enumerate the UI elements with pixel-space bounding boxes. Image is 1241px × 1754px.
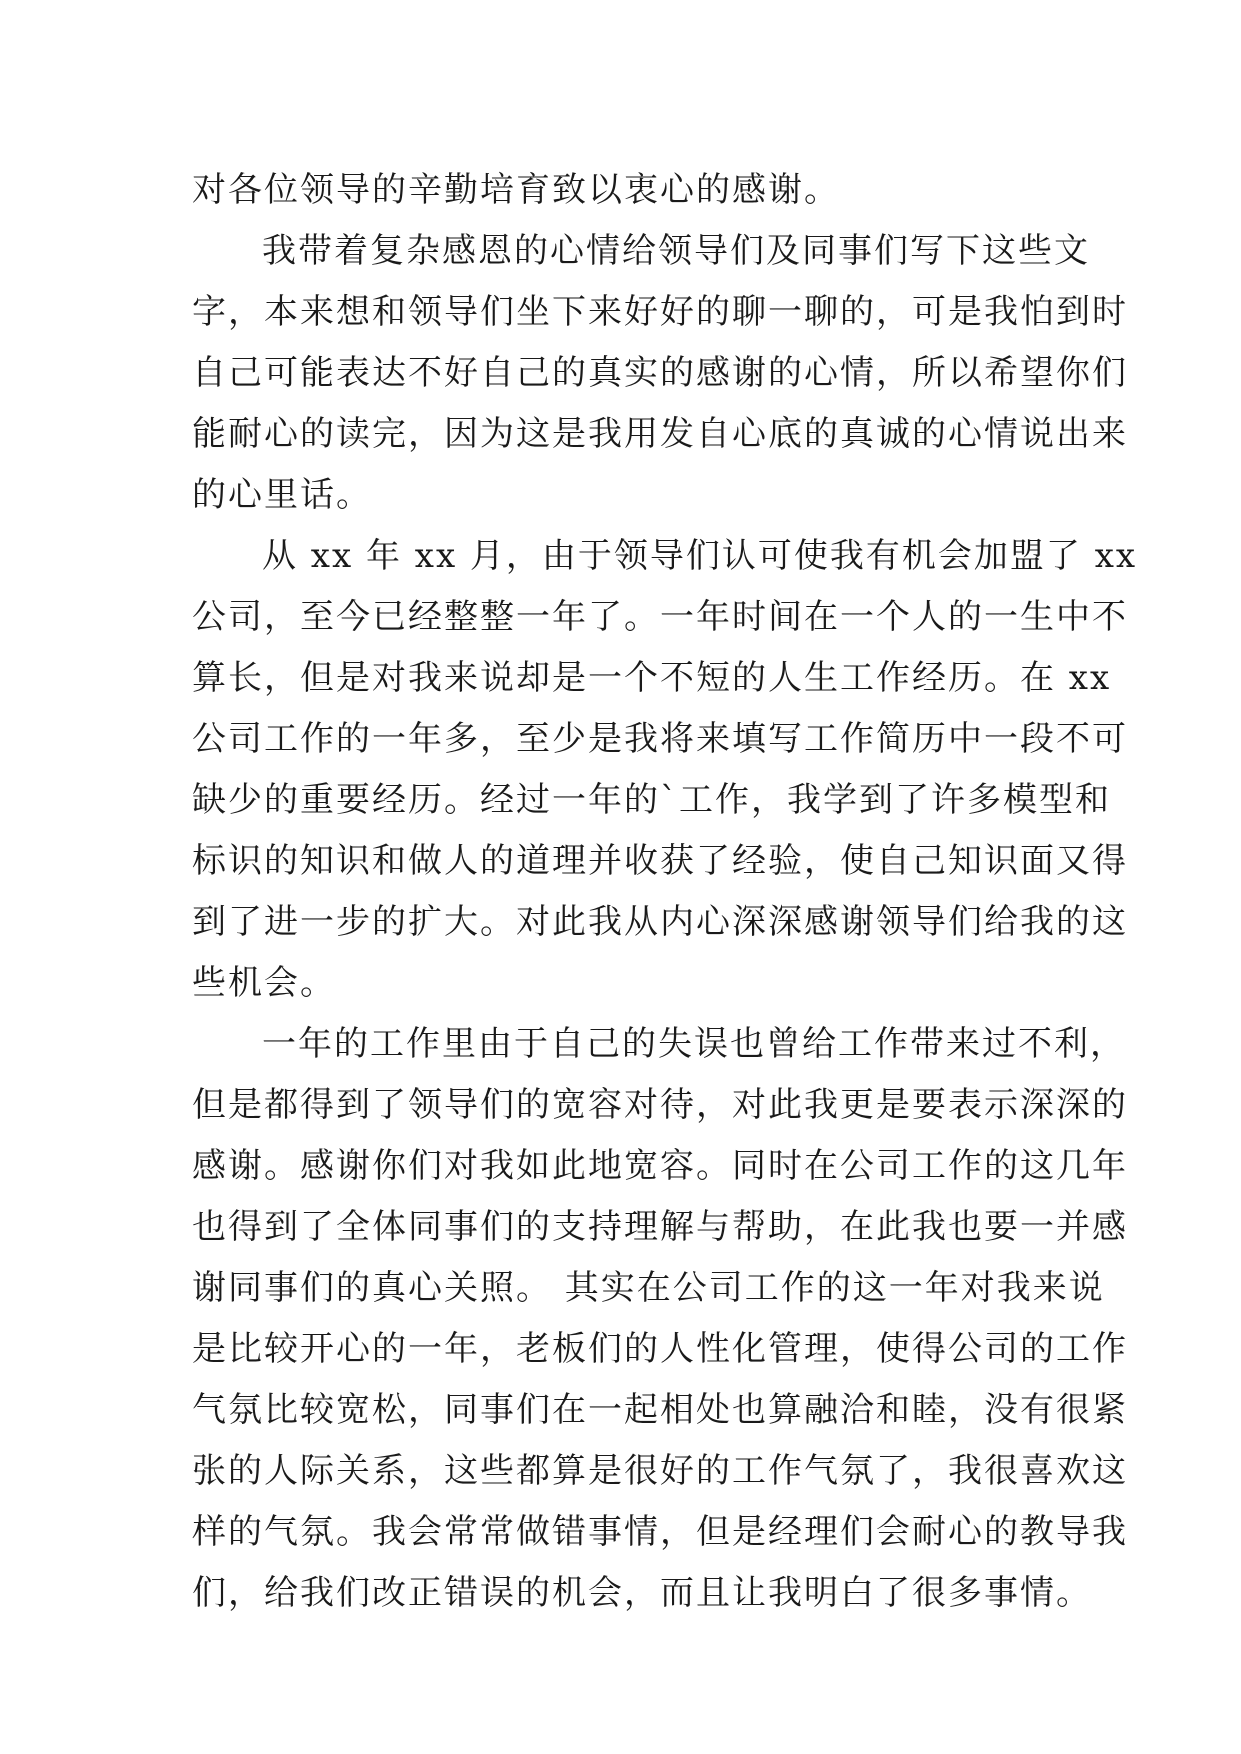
- text-line: 但是都得到了领导们的宽容对待，对此我更是要表示深深的: [192, 1085, 1128, 1125]
- text-line: 到了进一步的扩大。对此我从内心深深感谢领导们给我的这: [192, 902, 1128, 942]
- text-line: 自己可能表达不好自己的真实的感谢的心情，所以希望你们: [192, 353, 1128, 393]
- text-line: 字，本来想和领导们坐下来好好的聊一聊的，可是我怕到时: [192, 292, 1128, 332]
- paragraph-first-line: 从 xx 年 xx 月，由于领导们认可使我有机会加盟了 xx: [262, 536, 1138, 576]
- text-line: 算长，但是对我来说却是一个不短的人生工作经历。在 xx: [192, 658, 1112, 698]
- paragraph-first-line: 一年的工作里由于自己的失误也曾给工作带来过不利，: [262, 1024, 1126, 1064]
- text-line: 公司，至今已经整整一年了。一年时间在一个人的一生中不: [192, 597, 1128, 637]
- text-line: 是比较开心的一年，老板们的人性化管理，使得公司的工作: [192, 1329, 1128, 1369]
- document-body: [192, 160, 1138, 1624]
- paragraph-first-line: 我带着复杂感恩的心情给领导们及同事们写下这些文: [262, 231, 1090, 271]
- text-line: 能耐心的读完，因为这是我用发自心底的真诚的心情说出来: [192, 414, 1128, 454]
- text-line: 标识的知识和做人的道理并收获了经验，使自己知识面又得: [192, 841, 1128, 881]
- text-line: 气氛比较宽松，同事们在一起相处也算融洽和睦，没有很紧: [192, 1390, 1128, 1430]
- text-line: 谢同事们的真心关照。 其实在公司工作的这一年对我来说: [192, 1268, 1105, 1308]
- text-line: 也得到了全体同事们的支持理解与帮助，在此我也要一并感: [192, 1207, 1128, 1247]
- text-line: 张的人际关系，这些都算是很好的工作气氛了，我很喜欢这: [192, 1451, 1128, 1491]
- text-line: 样的气氛。我会常常做错事情，但是经理们会耐心的教导我: [192, 1512, 1128, 1552]
- text-line: 对各位领导的辛勤培育致以衷心的感谢。: [192, 170, 840, 210]
- text-line: 感谢。感谢你们对我如此地宽容。同时在公司工作的这几年: [192, 1146, 1128, 1186]
- text-line: 们，给我们改正错误的机会，而且让我明白了很多事情。: [192, 1573, 1092, 1613]
- text-line: 缺少的重要经历。经过一年的`工作，我学到了许多模型和: [192, 780, 1111, 820]
- text-line: 的心里话。: [192, 475, 372, 515]
- text-line: 些机会。: [192, 963, 336, 1003]
- text-line: 公司工作的一年多，至少是我将来填写工作简历中一段不可: [192, 719, 1128, 759]
